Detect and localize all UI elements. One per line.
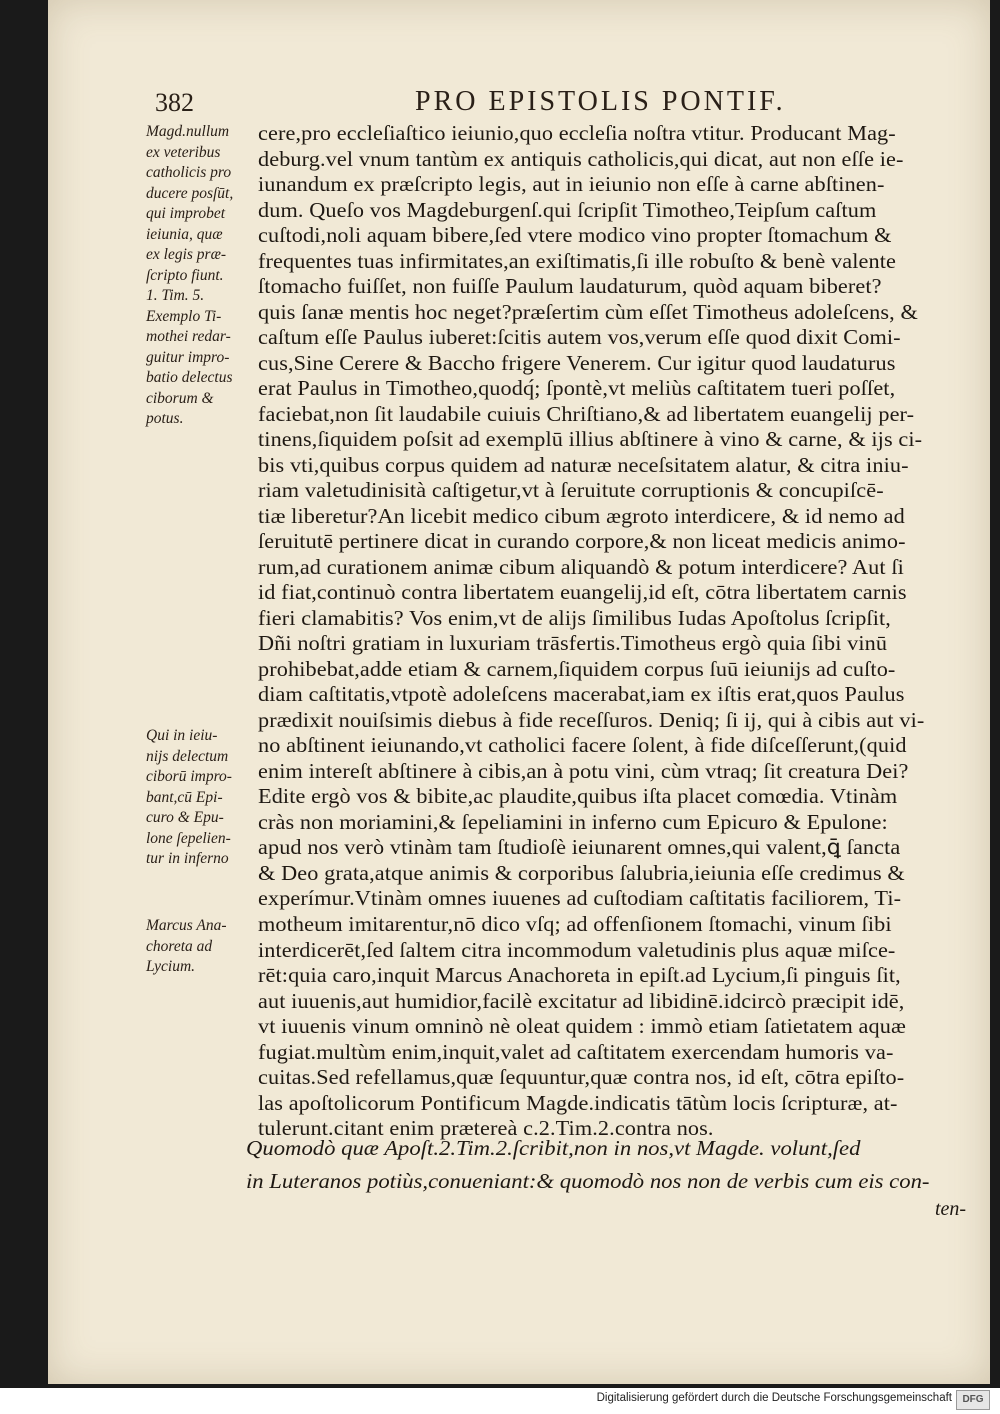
text-line: prohibebat,adde etiam & carnem,ſiquidem corpus ſuū ieiunijs ad cuſto-: [258, 658, 896, 681]
text-line: Edite ergò vos & bibite,ac plaudite,quibus iſta placet comœdia. Vtinàm: [258, 786, 898, 809]
text-line: Dñi noſtri gratiam in luxuriam trāsfertis.Timotheus ergò quia ſibi vinū: [258, 633, 888, 656]
text-line: faciebat,non ſit laudabile cuiuis Chriſtiano,& ad libertatem euangelij per-: [258, 403, 915, 426]
footer-bar: [0, 1388, 1000, 1414]
text-line: rēt:quia caro,inquit Marcus Anachoreta in epiſt.ad Lycium,ſi pinguis ſit,: [258, 965, 901, 988]
text-line: riam valetudinisità caſtigetur,vt à ſeruitute corruptionis & concupiſcē-: [258, 480, 884, 503]
section-heading: [246, 1132, 986, 1198]
text-line: tiæ liberetur?An licebit medico cibum ægroto interdicere, & id nemo ad: [258, 505, 905, 528]
text-line: motheum imitarentur,nō dico vſq; ad offenſionem ſtomachi, vinum ſibi: [258, 913, 892, 936]
text-line: iunandum ex præſcripto legis, aut in ieiunio non eſſe à carne abſtinen-: [258, 174, 885, 197]
text-line: fugiat.multùm enim,inquit,valet ad caſtitatem exercendam humoris va-: [258, 1041, 894, 1064]
text-line: no abſtinent ieiunando,vt catholici facere ſolent, à fide diſceſſerunt,(quid: [258, 735, 907, 758]
page-number: 382: [155, 88, 194, 117]
running-title: PRO EPISTOLIS PONTIF.: [415, 86, 786, 117]
margin-note: Qui in ieiu- nijs delectum ciborū impro- bant,cū Epi- curo & Epu- lone ſepelien- tur in inferno: [146, 727, 232, 867]
text-line: cuitas.Sed refellamus,quæ ſequuntur,quæ contra nos, id eſt, cōtra epiſto-: [258, 1067, 905, 1090]
margin-note: Magd.nullum ex veteribus catholicis pro ducere posſūt, qui improbet ieiunia, quæ ex legis præ- ſcripto fiunt. 1. Tim. 5. Exemplo Ti- mothei redar- guitur impro- batio delectus ciborum & potus.: [146, 123, 234, 427]
text-line: & Deo grata,atque animis & corporibus ſalubria,ieiunia eſſe credimus &: [258, 862, 905, 885]
heading-line: in Luteranos potiùs,conueniant:& quomodò nos non de verbis cum eis con-: [246, 1169, 930, 1193]
text-line: cràs non moriamini,& ſepeliamini in inferno cum Epicuro & Epulone:: [258, 811, 888, 834]
text-line: bis vti,quibus corpus quidem ad naturæ neceſsitatem alatur, & citra iniu-: [258, 454, 909, 477]
text-line: id fiat,continuò contra libertatem euangelij,id eſt, cōtra libertatem carnis: [258, 582, 907, 605]
text-line: tulerunt.citant enim prætereà c.2.Tim.2.contra nos.: [258, 1118, 714, 1141]
text-line: dum. Queſo vos Magdeburgenſ.qui ſcripſit Timotheo,Teipſum caſtum: [258, 199, 877, 222]
text-line: caſtum eſſe Paulus iuberet:ſcitis autem vos,verum eſſe quod dixit Comi-: [258, 327, 901, 350]
catchword: ten-: [935, 1198, 967, 1220]
text-line: cus,Sine Cerere & Baccho frigere Venerem. Cur igitur quod laudaturus: [258, 352, 896, 375]
text-line: aut iuuenis,aut humidior,facilè excitatur ad libidinē.idcircò præcipit idē,: [258, 990, 905, 1013]
text-line: cere,pro eccleſiaſtico ieiunio,quo eccleſia noſtra vtitur. Producant Mag-: [258, 123, 896, 145]
text-line: erat Paulus in Timotheo,quodq́; ſpontè,vt meliùs caſtitatem tueri poſſet,: [258, 378, 896, 401]
text-line: frequentes tuas infirmitates,an exiſtimatis,ſi ille robuſto & benè valente: [258, 250, 896, 273]
text-line: apud nos verò vtinàm tam ſtudioſè ieiunarent omnes,qui valent,ꝗ̄ ſancta: [258, 837, 901, 860]
dfg-logo-icon: DFG: [956, 1390, 990, 1410]
text-line: vt iuuenis vinum omninò nè oleat quidem : immò etiam ſatietatem aquæ: [258, 1016, 906, 1039]
text-line: tinens,ſiquidem poſsit ad exemplū illius abſtinere à vino & carne, & ijs ci-: [258, 429, 923, 452]
text-line: interdicerēt,ſed ſaltem citra incommodum valetudinis plus aquæ miſce-: [258, 939, 896, 962]
text-line: fieri clamabitis? Vos enim,vt de alijs ſimilibus Iudas Apoſtolus ſcripſit,: [258, 607, 891, 630]
text-line: ſeruitutē pertinere dicat in curando corpore,& non liceat medicis animo-: [258, 531, 906, 554]
footer-credit: Digitalisierung gefördert durch die Deutsche Forschungsgemeinschaft: [596, 1392, 952, 1404]
body-text: [258, 122, 988, 1143]
page-header: [155, 86, 895, 126]
margin-note: Marcus Ana- choreta ad Lycium.: [146, 917, 227, 975]
text-line: quis ſanæ mentis hoc neget?præſertim cùm eſſet Timotheus adoleſcens, &: [258, 301, 918, 324]
text-line: deburg.vel vnum tantùm ex antiquis catholicis,qui dicat, aut non eſſe ie-: [258, 148, 904, 171]
text-line: enim intereſt abſtinere à cibis,an à potu vini, cùm vtraq; ſit creatura Dei?: [258, 760, 909, 783]
text-line: prædixit nouiſsimis diebus à fide receſſuros. Deniq; ſi ij, qui à cibis aut vi-: [258, 709, 925, 732]
text-line: rum,ad curationem animæ cibum aliquandò & potum interdicere? Aut ſi: [258, 556, 904, 579]
text-line: diam caſtitatis,vtpotè adoleſcens macerabat,iam ex iſtis erat,quos Paulus: [258, 684, 905, 707]
heading-line: Quomodò quæ Apoſt.2.Tim.2.ſcribit,non in nos,vt Magde. volunt,ſed: [246, 1136, 861, 1160]
text-line: ſtomacho fuiſſet, non fuiſſe Paulum laudaturum, quòd aquam biberet?: [258, 276, 882, 299]
text-line: las apoſtolicorum Pontificum Magde.indicatis tātùm locis ſcripturæ, at-: [258, 1092, 898, 1115]
text-line: experímur.Vtinàm omnes iuuenes ad cuſtodiam caſtitatis faciliorem, Ti-: [258, 888, 902, 911]
text-line: cuſtodi,noli aquam bibere,ſed vtere modico vino propter ſtomachum &: [258, 225, 892, 248]
